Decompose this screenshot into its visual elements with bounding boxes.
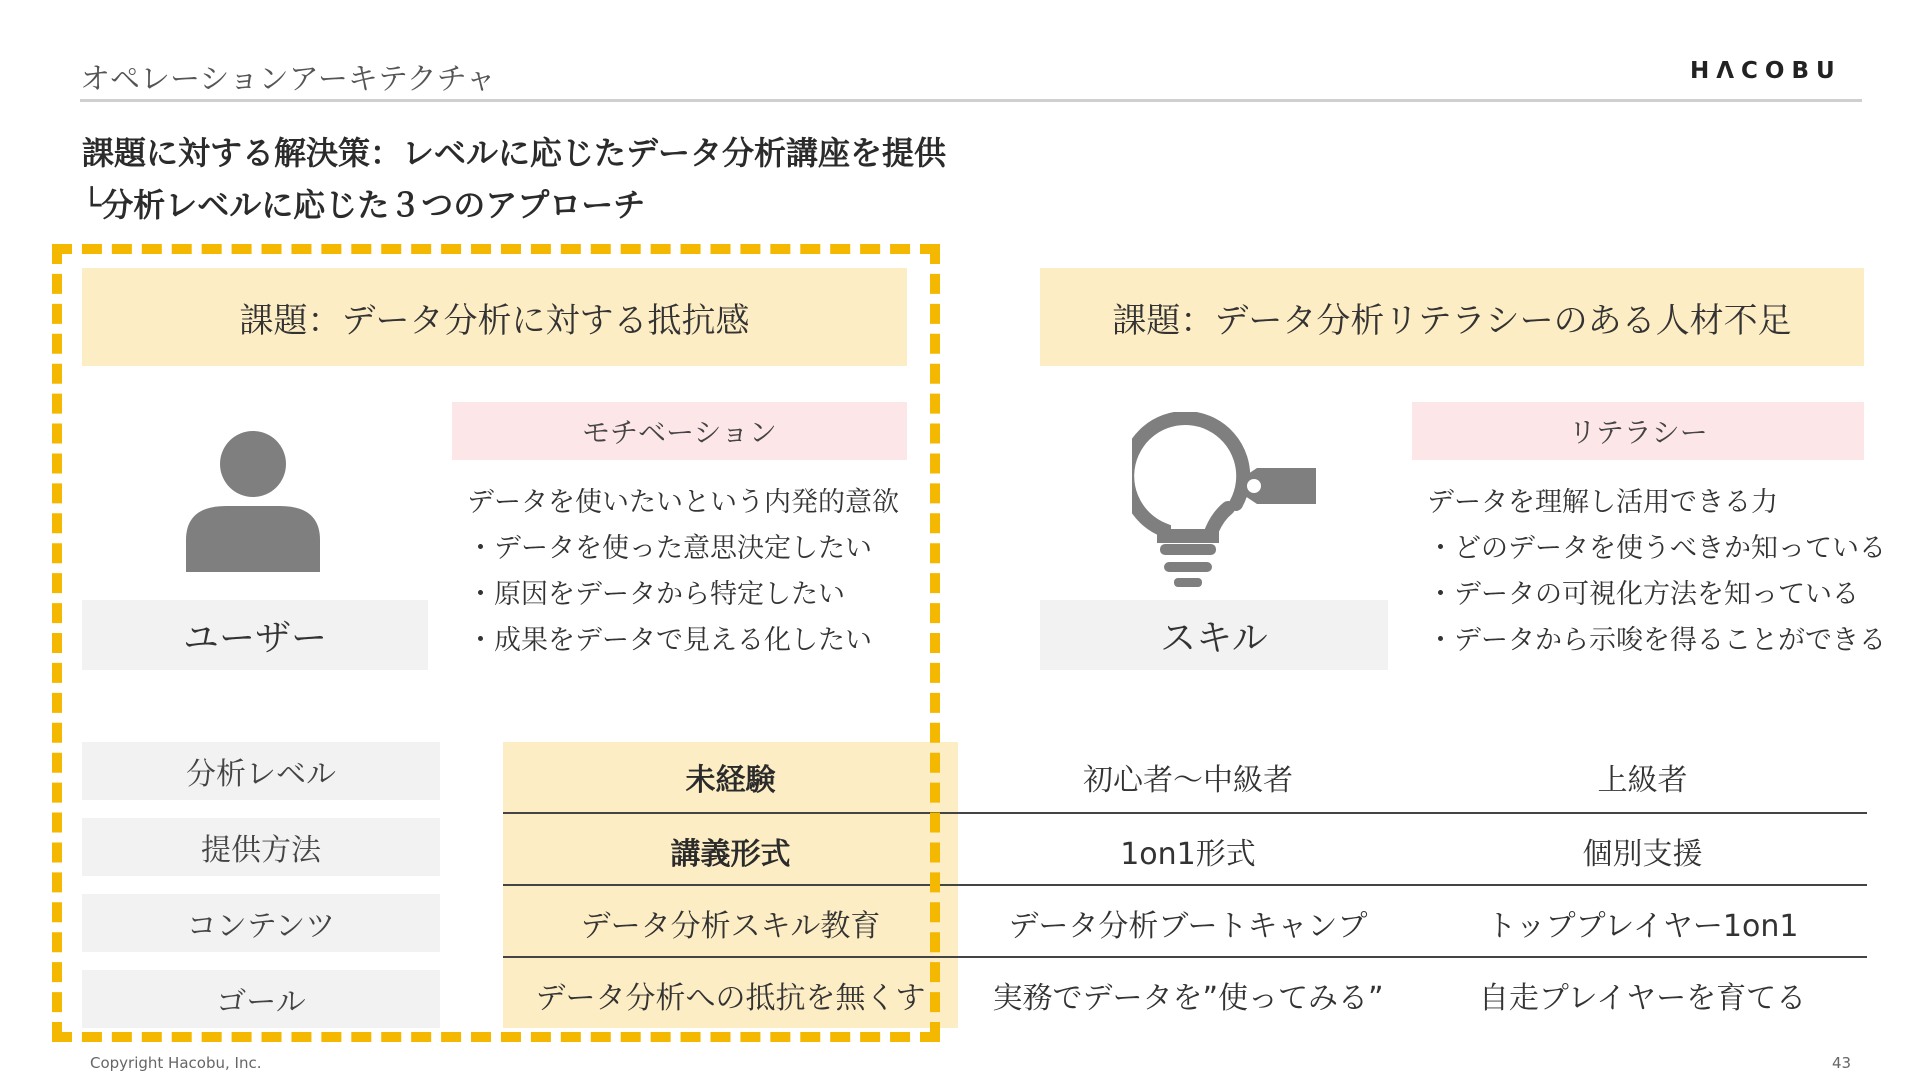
cell-intermediate-level: 初心者～中級者 <box>1083 763 1293 798</box>
row-label-content: コンテンツ <box>82 894 440 952</box>
literacy-tag: リテラシー <box>1412 402 1864 460</box>
row-label-method: 提供方法 <box>82 818 440 876</box>
desc-line: データを使いたいという内発的意欲 <box>467 487 899 518</box>
desc-line: データを理解し活用できる力 <box>1427 487 1778 518</box>
copyright: Copyright Hacobu, Inc. <box>90 1054 262 1072</box>
cell-advanced-method: 個別支援 <box>1582 837 1703 872</box>
desc-line: ・データを使った意思決定したい <box>467 533 872 564</box>
cell-beginner-content: データ分析スキル教育 <box>580 909 881 944</box>
cell-intermediate-method: 1on1形式 <box>1120 837 1256 872</box>
highlight-frame <box>52 244 940 1042</box>
desc-line: ・どのデータを使うべきか知っている <box>1427 533 1886 564</box>
section-label: オペレーションアーキテクチャ <box>80 62 496 97</box>
issue-box-left: 課題：データ分析に対する抵抗感 <box>82 268 907 366</box>
cell-beginner-method: 講義形式 <box>670 837 791 872</box>
skill-label: スキル <box>1040 600 1388 670</box>
cell-advanced-level: 上級者 <box>1597 763 1688 798</box>
literacy-description <box>1427 480 1886 664</box>
slide-title: 課題に対する解決策：レベルに応じたデータ分析講座を提供 <box>82 134 947 172</box>
header-divider <box>80 99 1862 102</box>
cell-intermediate-goal: 実務でデータを”使ってみる” <box>992 981 1384 1016</box>
slide-subtitle: └分析レベルに応じた３つのアプローチ <box>82 186 646 224</box>
lightbulb-icon <box>1132 412 1316 588</box>
motivation-tag: モチベーション <box>452 402 907 460</box>
cell-beginner-goal: データ分析への抵抗を無くす <box>535 981 926 1016</box>
company-logo: HΛCOBU <box>1690 58 1842 84</box>
issue-box-right: 課題：データ分析リテラシーのある人材不足 <box>1040 268 1864 366</box>
row-label-level: 分析レベル <box>82 742 440 800</box>
cell-beginner-level: 未経験 <box>685 763 776 798</box>
desc-line: ・データから示唆を得ることができる <box>1427 625 1886 656</box>
row-label-goal: ゴール <box>82 970 440 1028</box>
desc-line: ・原因をデータから特定したい <box>467 579 845 610</box>
cell-advanced-content: トッププレイヤー1on1 <box>1486 909 1799 944</box>
desc-line: ・成果をデータで見える化したい <box>467 625 872 656</box>
cell-advanced-goal: 自走プレイヤーを育てる <box>1478 981 1807 1016</box>
desc-line: ・データの可視化方法を知っている <box>1427 579 1859 610</box>
user-label: ユーザー <box>82 600 428 670</box>
cell-intermediate-content: データ分析ブートキャンプ <box>1008 909 1368 944</box>
page-number: 43 <box>1832 1054 1852 1072</box>
